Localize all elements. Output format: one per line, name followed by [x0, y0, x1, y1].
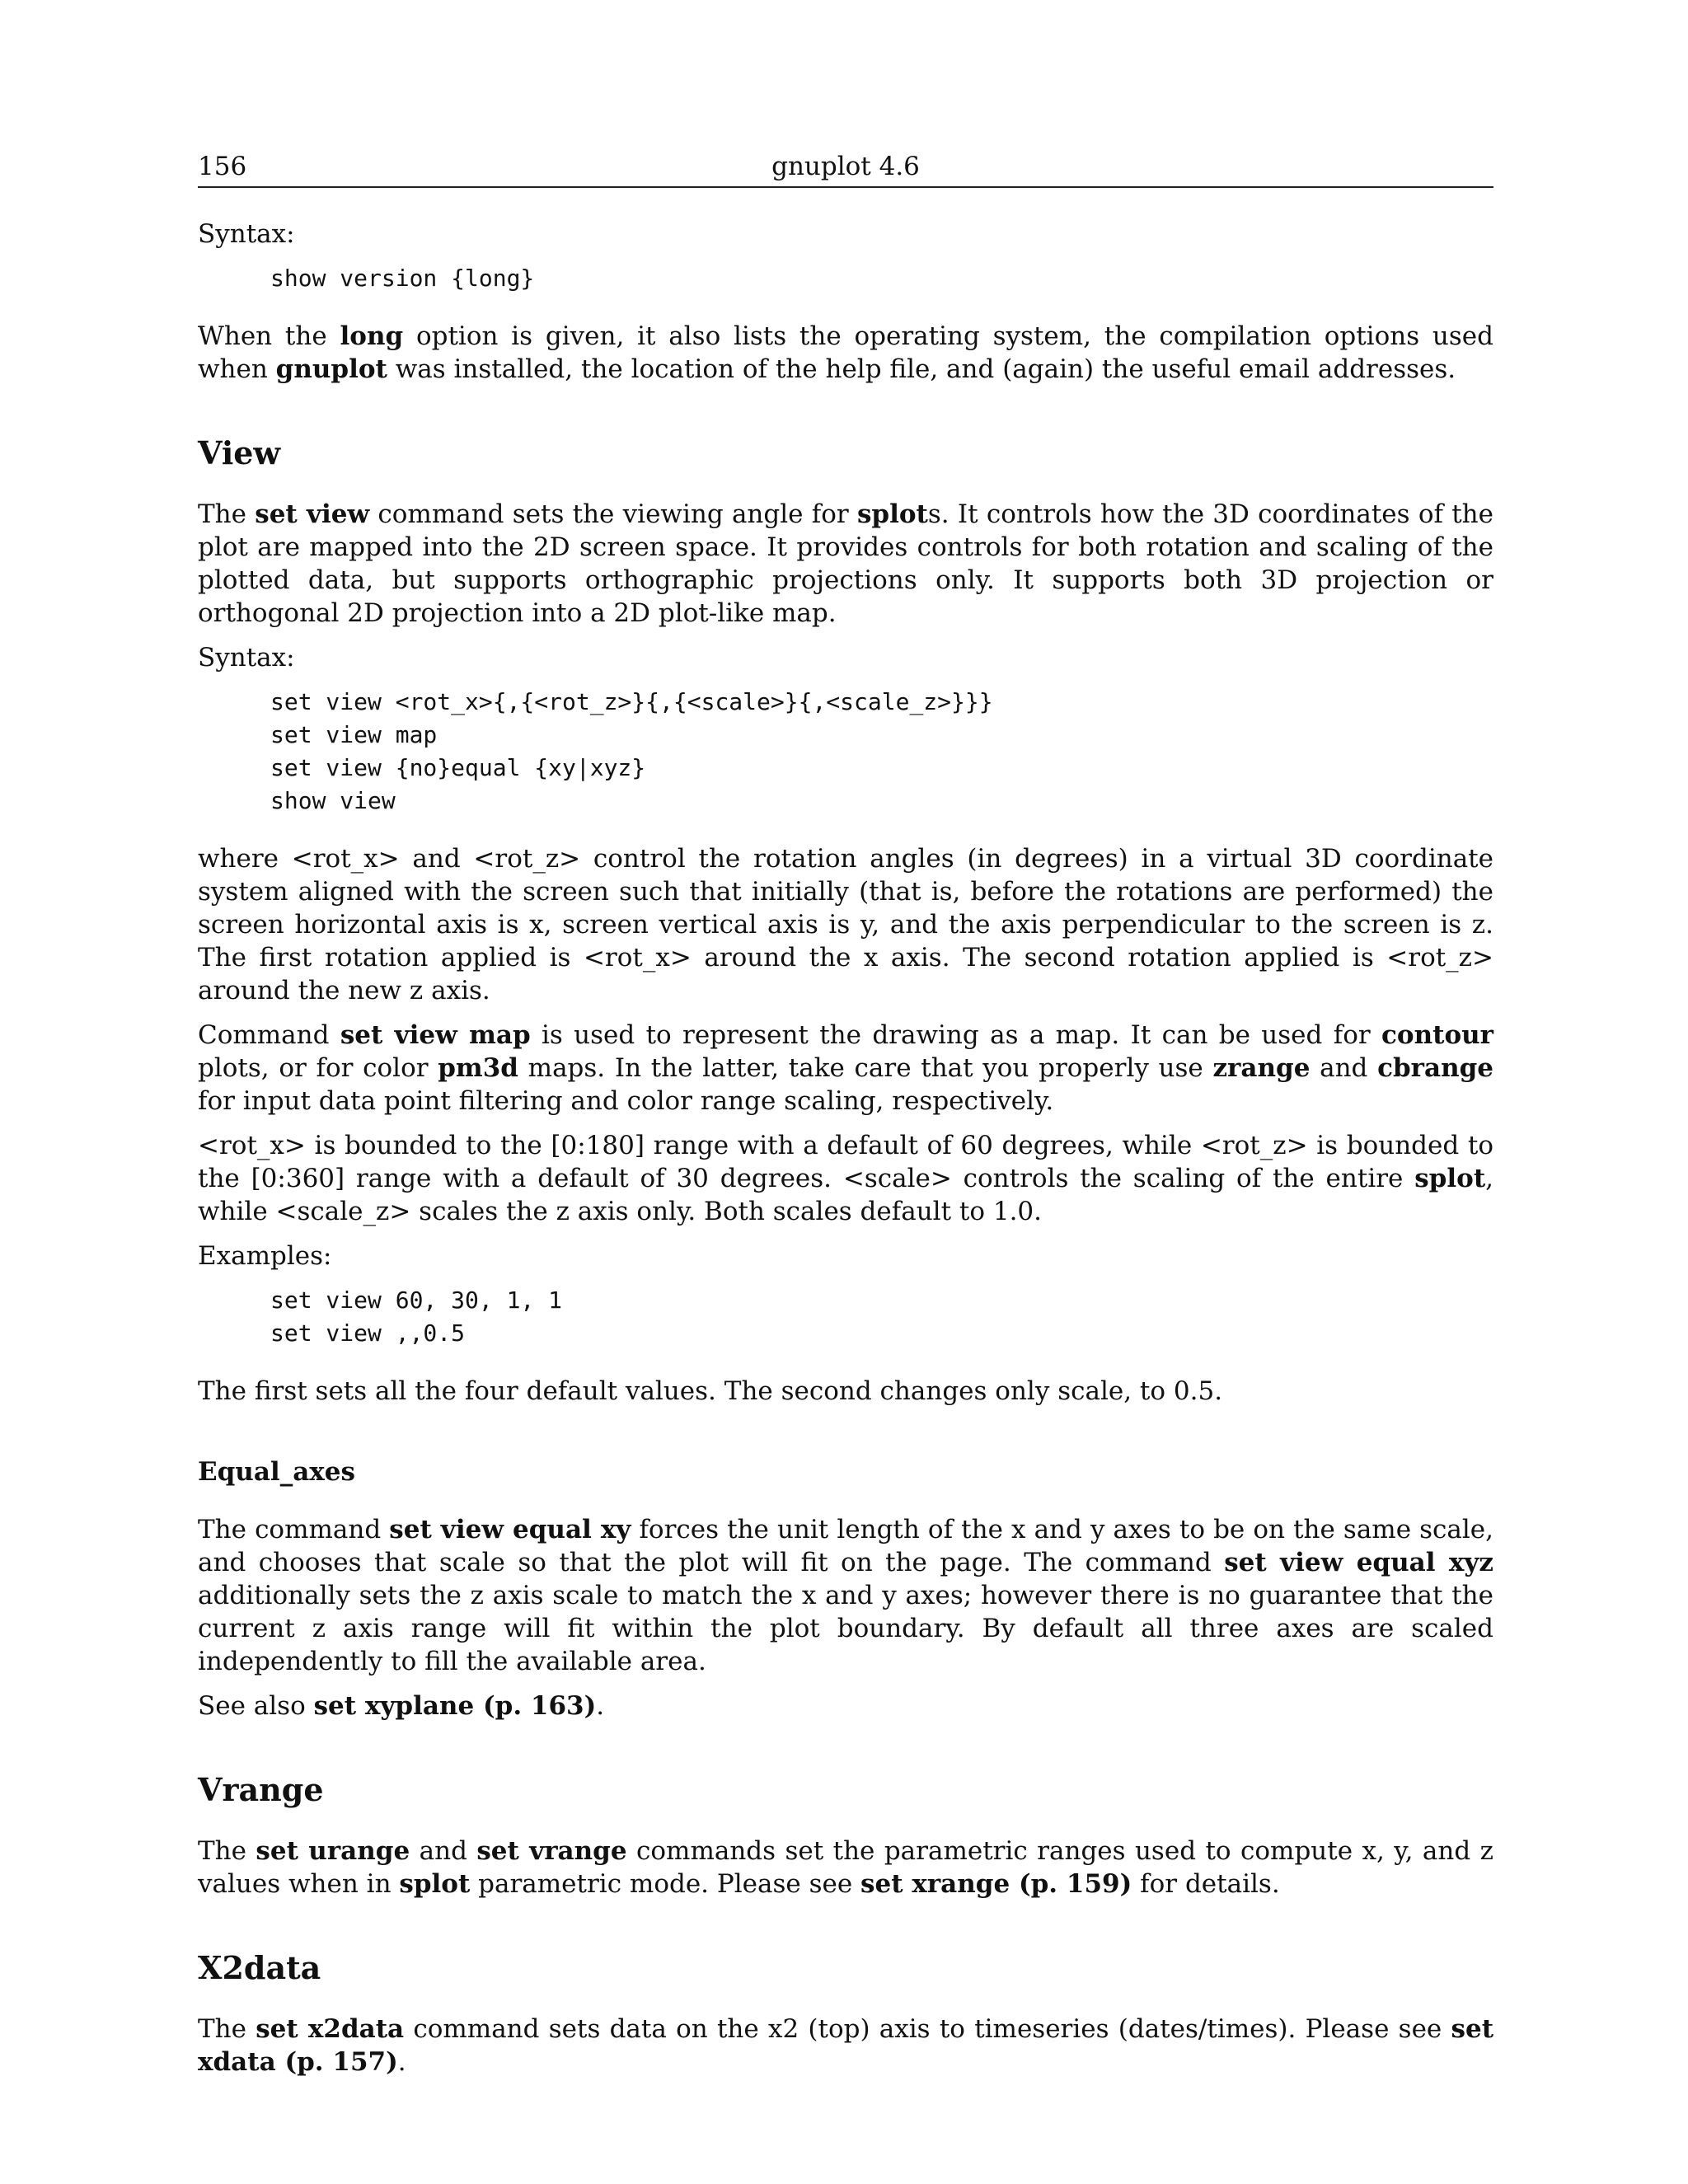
keyword: splot: [399, 1869, 471, 1899]
code-line: set view <rot_x>{,{<rot_z>}{,{<scale>}{,<scale_z>}}}: [270, 688, 993, 715]
cross-reference-link[interactable]: set xyplane (p. 163): [313, 1691, 597, 1721]
document-title: gnuplot 4.6: [771, 152, 920, 181]
keyword: long: [340, 321, 404, 351]
code-line: set view 60, 30, 1, 1: [270, 1286, 563, 1314]
keyword: set view equal xy: [389, 1515, 631, 1544]
examples-label: Examples:: [198, 1241, 332, 1271]
section-heading-x2data: X2data: [198, 1949, 321, 1986]
keyword: set view: [255, 499, 370, 529]
code-line: set view {no}equal {xy|xyz}: [270, 754, 646, 781]
paragraph: The set view command sets the viewing angle for splots. It controls how the 3D coordinates of the plot are mapped into the 2D screen space. It provides controls for both rotation and scaling of the plotted data, but supports orthographic projections only. It supports both 3D projection or orthogonal 2D projection into a 2D plot-like map.: [198, 499, 1493, 628]
keyword: set view equal xyz: [1224, 1548, 1493, 1577]
running-header: [198, 148, 1493, 188]
keyword: cbrange: [1377, 1053, 1494, 1083]
cross-reference-link[interactable]: set xrange (p. 159): [860, 1869, 1132, 1899]
paragraph: where <rot_x> and <rot_z> control the rotation angles (in degrees) in a virtual 3D coordinate system aligned with the screen such that initially (that is, before the rotations are performed) the screen horizontal axis is x, screen vertical axis is y, and the axis perpendicular to the screen is z. The first rotation applied is <rot_x> around the x axis. The second rotation applied is <rot_z> around the new z axis.: [198, 844, 1493, 1005]
keyword: contour: [1381, 1020, 1493, 1050]
code-line: show version {long}: [270, 265, 535, 292]
paragraph: The set urange and set vrange commands set the parametric ranges used to compute x, y, and z values when in splot parametric mode. Please see set xrange (p. 159) for details.: [198, 1836, 1493, 1899]
code-line: set view ,,0.5: [270, 1319, 466, 1347]
section-heading-view: View: [198, 434, 281, 471]
keyword: splot: [1414, 1164, 1486, 1193]
paragraph: When the long option is given, it also lists the operating system, the compilation options used when gnuplot was installed, the location of the help file, and (again) the useful email addresses.: [198, 321, 1493, 384]
paragraph: The command set view equal xy forces the unit length of the x and y axes to be on the same scale, and chooses that scale so that the plot will fit on the page. The command set view equal xyz additionally sets the z axis scale to match the x and y axes; however there is no guarantee that the current z axis range will fit within the plot boundary. By default all three axes are scaled independently to fill the available area.: [198, 1515, 1494, 1676]
paragraph: The set x2data command sets data on the x2 (top) axis to timeseries (dates/times). Please see set xdata (p. 157).: [198, 2014, 1494, 2077]
keyword: splot: [856, 499, 928, 529]
keyword: set urange: [256, 1836, 410, 1866]
syntax-label: Syntax:: [198, 219, 295, 249]
syntax-label: Syntax:: [198, 643, 295, 673]
cross-reference-link[interactable]: set xdata (p. 157): [198, 2014, 1494, 2077]
code-line: show view: [270, 787, 396, 814]
keyword: pm3d: [438, 1053, 518, 1083]
paragraph: See also set xyplane (p. 163).: [198, 1691, 605, 1721]
document-page: [198, 148, 1493, 2079]
keyword: set vrange: [476, 1836, 627, 1866]
page-number: 156: [198, 152, 247, 181]
keyword: set x2data: [256, 2014, 405, 2044]
subsection-heading-equal-axes: Equal_axes: [198, 1457, 355, 1487]
paragraph: The first sets all the four default values. The second changes only scale, to 0.5.: [198, 1376, 1223, 1406]
code-line: set view map: [270, 721, 438, 748]
section-heading-vrange: Vrange: [198, 1771, 324, 1808]
keyword: set view map: [340, 1020, 531, 1050]
keyword: zrange: [1212, 1053, 1311, 1083]
keyword: gnuplot: [275, 354, 387, 384]
paragraph: <rot_x> is bounded to the [0:180] range with a default of 60 degrees, while <rot_z> is bounded to the [0:360] range with a default of 30 degrees. <scale> controls the scaling of the entire splot, while <scale_z> scales the z axis only. Both scales default to 1.0.: [198, 1131, 1493, 1226]
paragraph: Command set view map is used to represent the drawing as a map. It can be used for contour plots, or for color pm3d maps. In the latter, take care that you properly use zrange and cbrange for input data point filtering and color range scaling, respectively.: [198, 1020, 1494, 1116]
